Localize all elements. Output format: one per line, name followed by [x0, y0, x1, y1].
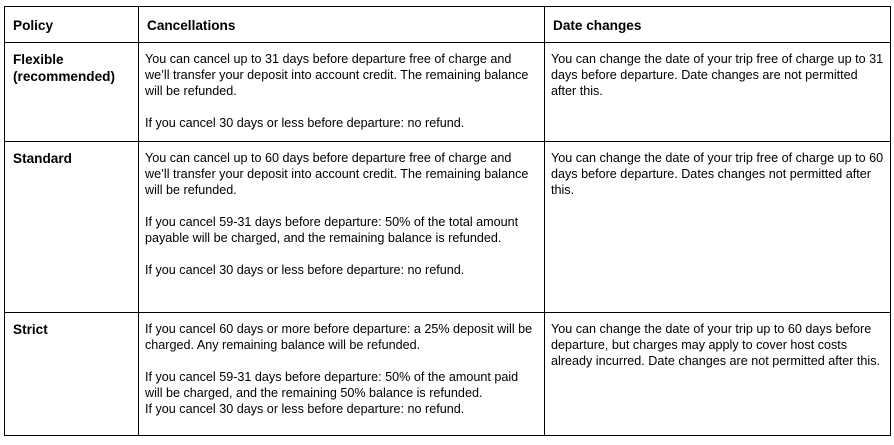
policy-name-note: (recommended) — [13, 69, 115, 84]
table-row-strict — [5, 313, 891, 436]
date-change-text: You can change the date of your trip up to 60 days before departure, but charges may apply to cover host costs already incurred. Date changes are not permitted after this. — [551, 322, 881, 368]
cancellation-text: If you cancel 30 days or less before departure: no refund. — [145, 263, 465, 277]
table-row-flexible — [5, 43, 891, 142]
cancellations-standard — [139, 142, 545, 313]
policy-name-line: Flexible — [13, 52, 64, 67]
policy-name-flexible — [5, 43, 139, 142]
date-change-text: You can change the date of your trip free of charge up to 31 days before departure. Date changes are not permitted after this. — [551, 52, 884, 98]
cancellations-flexible — [139, 43, 545, 142]
header-cancellations: Cancellations — [139, 7, 545, 43]
cancellation-text: You can cancel up to 31 days before departure free of charge and we’ll transfer your deposit into account credit. The remaining balance will be refunded. — [145, 52, 529, 98]
cancellation-text: If you cancel 59-31 days before departure: 50% of the amount paid will be charged, and the remaining 50% balance is refunded. — [145, 370, 519, 400]
cancellation-text: If you cancel 30 days or less before departure: no refund. — [145, 402, 465, 416]
cancellation-text: If you cancel 30 days or less before departure: no refund. — [145, 116, 465, 130]
date-change-text: You can change the date of your trip free of charge up to 60 days before departure. Dates changes not permitted after this. — [551, 151, 884, 197]
cancellation-text: If you cancel 59-31 days before departure: 50% of the total amount payable will be charged, and the remaining balance is refunded. — [145, 215, 519, 245]
date-changes-flexible — [545, 43, 891, 142]
table-row-standard — [5, 142, 891, 313]
header-date-changes: Date changes — [545, 7, 891, 43]
cancellations-strict — [139, 313, 545, 436]
policy-name-standard — [5, 142, 139, 313]
date-changes-strict — [545, 313, 891, 436]
policy-name-strict — [5, 313, 139, 436]
policy-table — [4, 6, 891, 436]
cancellation-text: You can cancel up to 60 days before departure free of charge and we’ll transfer your deposit into account credit. The remaining balance will be refunded. — [145, 151, 529, 197]
header-row — [5, 7, 891, 43]
policy-name-line: Standard — [13, 151, 72, 166]
date-changes-standard — [545, 142, 891, 313]
header-policy: Policy — [5, 7, 139, 43]
policy-name-line: Strict — [13, 322, 48, 337]
cancellation-text: If you cancel 60 days or more before departure: a 25% deposit will be charged. Any remaining balance will be refunded. — [145, 322, 533, 352]
